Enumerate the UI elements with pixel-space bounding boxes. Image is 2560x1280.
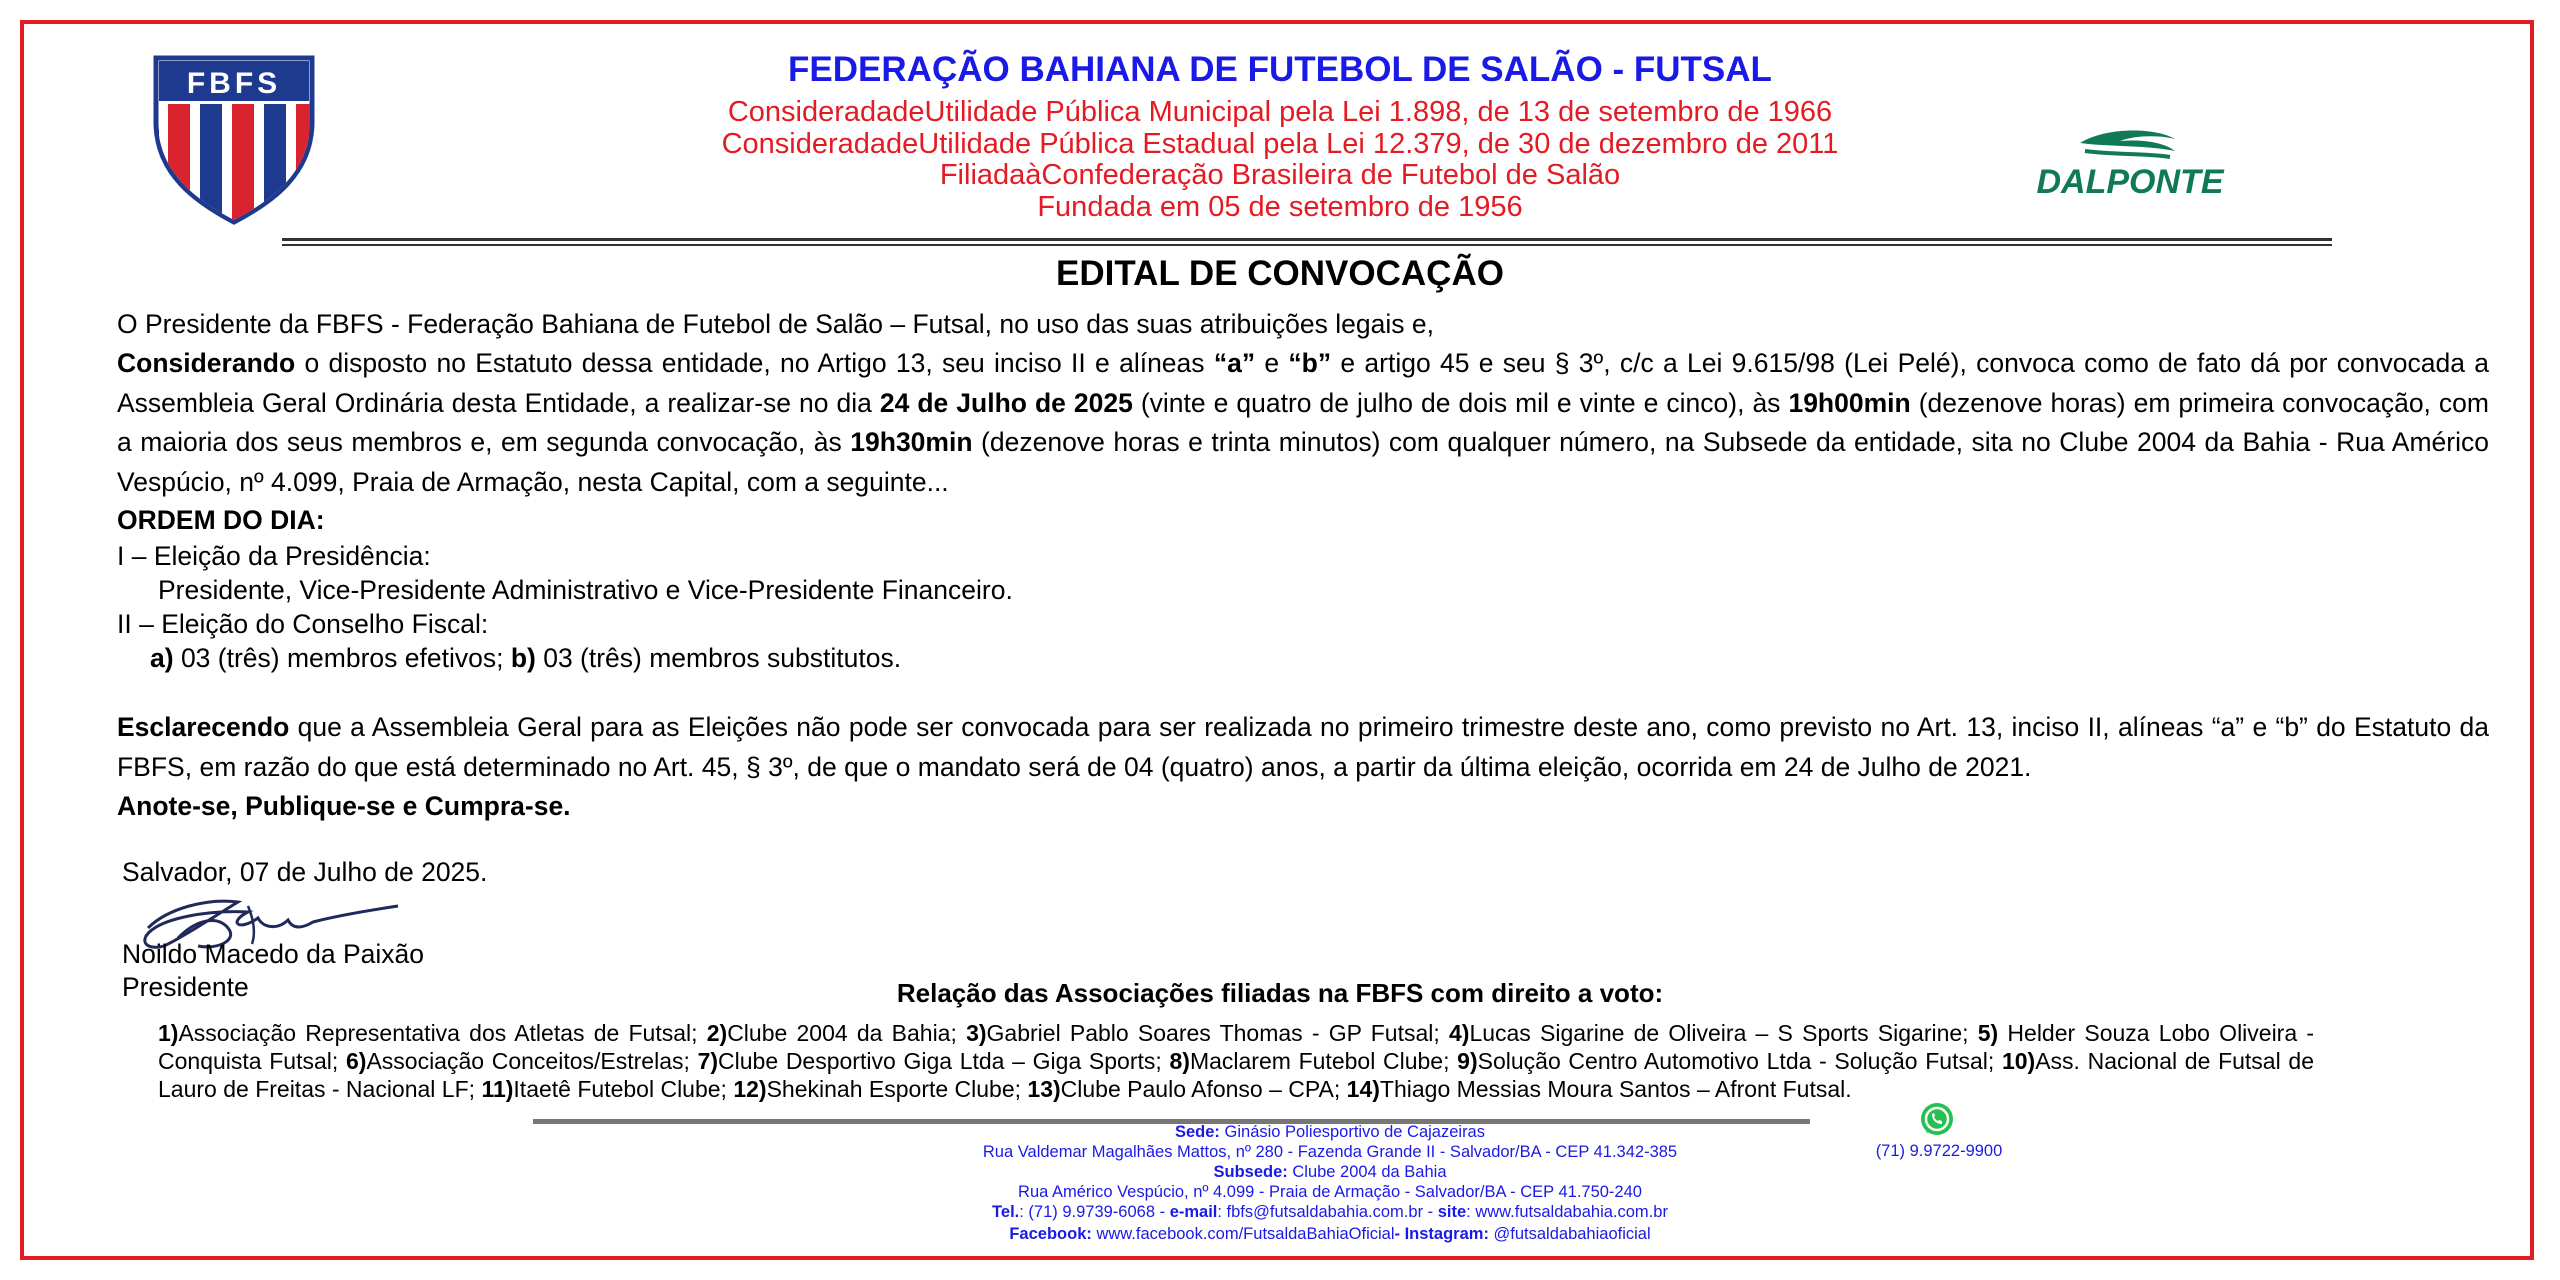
tel-label: Tel. [992, 1203, 1020, 1221]
ordem-item-1-detail: Presidente, Vice-Presidente Administrativo e Vice-Presidente Financeiro. [158, 575, 1013, 605]
sede-value: Ginásio Poliesportivo de Cajazeiras [1219, 1123, 1485, 1141]
p1-text-2: e [1255, 348, 1289, 378]
footer-contacts [770, 1202, 1890, 1222]
p1-text-6: (dezenove horas e trinta minutos) com qualquer número, na Subsede da entidade, sita no Clube 2004 da Bahia - Rua Américo Vespúcio, nº 4.099, Praia de Armação, nesta Capital, com a seguinte... [117, 427, 2489, 497]
header-divider [282, 238, 2332, 241]
subsede-value: Clube 2004 da Bahia [1287, 1163, 1447, 1181]
footer-sede-address: Rua Valdemar Magalhães Mattos, nº 280 - Fazenda Grande II - Salvador/BA - CEP 41.342-385 [982, 1143, 1678, 1161]
associations-list [158, 1019, 2314, 1103]
assoc-name: Helder Souza Lobo Oliveira - Conquista Futsal; [158, 1020, 2314, 1074]
p1-bold-4: 24 de Julho de 2025 [879, 387, 1133, 418]
p1-bold-5: 19h00min [1788, 387, 1911, 418]
ordem-item-2: II – Eleição do Conselho Fiscal: [117, 609, 489, 639]
tel-value: : (71) 9.9739-6068 - [1019, 1203, 1170, 1221]
intro-paragraph: O Presidente da FBFS - Federação Bahiana de Futebol de Salão – Futsal, no uso das suas atribuições legais e, [117, 309, 1434, 339]
assoc-name: Clube 2004 da Bahia; [727, 1020, 967, 1046]
p1-text-1: o disposto no Estatuto dessa entidade, no Artigo 13, seu inciso II e alíneas [295, 348, 1214, 378]
assoc-number: 13) [1027, 1076, 1061, 1102]
site-value[interactable]: : www.futsaldabahia.com.br [1466, 1203, 1668, 1221]
assoc-name: Lucas Sigarine de Oliveira – S Sports Sigarine; [1469, 1020, 1978, 1046]
facebook-label: Facebook: [1009, 1225, 1092, 1243]
header-divider-thin [282, 244, 2332, 246]
fbfs-shield-logo [150, 52, 318, 227]
instagram-value[interactable]: @futsaldabahiaoficial [1488, 1225, 1651, 1243]
assoc-name: Clube Desportivo Giga Ltda – Giga Sports; [718, 1048, 1170, 1074]
p1-text-5: (dezenove horas) em primeira convocação, com a maioria dos seus membros e, em segunda convocação, às [117, 387, 2489, 457]
assoc-number: 9) [1457, 1048, 1478, 1074]
ordem-item-2-detail [150, 639, 2522, 679]
assoc-name: Associação Conceitos/Estrelas; [366, 1048, 698, 1074]
fbfs-logo-text: FBFS [186, 67, 282, 100]
subsede-label: Subsede: [1213, 1163, 1288, 1181]
footer-subsede-address: Rua Américo Vespúcio, nº 4.099 - Praia de Armação - Salvador/BA - CEP 41.750-240 [1018, 1183, 1642, 1201]
whatsapp-number[interactable]: (71) 9.9722-9900 [1875, 1142, 2003, 1160]
instagram-label: - Instagram: [1394, 1225, 1489, 1243]
signer-name: Noildo Macedo da Paixão [122, 939, 424, 969]
assoc-number: 2) [706, 1020, 728, 1046]
option-b-label: b) [510, 643, 536, 673]
p1-bold-1: Considerando [117, 348, 296, 378]
place-and-date: Salvador, 07 de Julho de 2025. [122, 857, 488, 887]
assoc-name: Thiago Messias Moura Santos – Afront Futsal. [1379, 1076, 1852, 1102]
assoc-name: Itaetê Futebol Clube; [513, 1076, 734, 1102]
assoc-number: 12) [733, 1076, 767, 1102]
email-label: e-mail [1169, 1203, 1218, 1221]
option-a-text: 03 (três) membros efetivos; [173, 643, 511, 673]
closing-statement: Anote-se, Publique-se e Cumpra-se. [117, 791, 571, 821]
considerando-paragraph [117, 344, 2489, 502]
facebook-value[interactable]: www.facebook.com/FutsaldaBahiaOficial [1091, 1225, 1395, 1243]
option-b-text: 03 (três) membros substitutos. [535, 643, 902, 673]
header-line-1: ConsideradadeUtilidade Pública Municipal pela Lei 1.898, de 13 de setembro de 1966 [727, 96, 1833, 128]
assoc-name: Maclarem Futebol Clube; [1189, 1048, 1458, 1074]
assoc-number: 8) [1169, 1048, 1190, 1074]
header-line-2: ConsideradadeUtilidade Pública Estadual pela Lei 12.379, de 30 de dezembro de 2011 [721, 128, 1839, 160]
p1-text-4: (vinte e quatro de julho de dois mil e vinte e cinco), às [1132, 387, 1789, 418]
assoc-name: Associação Representativa dos Atletas de Futsal; [178, 1020, 707, 1046]
p1-bold-3: “b” [1288, 348, 1332, 378]
whatsapp-icon [1918, 1100, 1956, 1138]
p1-bold-2: “a” [1213, 348, 1256, 378]
ordem-do-dia-title: ORDEM DO DIA: [117, 505, 325, 535]
p2-bold-1: Esclarecendo [117, 712, 290, 742]
p1-bold-6: 19h30min [850, 427, 973, 457]
email-value[interactable]: : fbfs@futsaldabahia.com.br - [1217, 1203, 1438, 1221]
dalponte-logo-text: DALPONTE [2036, 163, 2224, 201]
header-line-4: Fundada em 05 de setembro de 1956 [1037, 191, 1523, 223]
assoc-name: Ass. Nacional de Futsal de Lauro de Freitas - Nacional LF; [158, 1048, 2314, 1102]
p1-text-3: e artigo 45 e seu § 3º, c/c a Lei 9.615/98 (Lei Pelé), convoca como de fato dá por convocada a Assembleia Geral Ordinária desta Entidade, a realizar-se no dia [117, 348, 2489, 418]
sede-label: Sede: [1175, 1123, 1220, 1141]
option-a-label: a) [150, 643, 174, 673]
assoc-number: 1) [158, 1020, 179, 1046]
ordem-item-1: I – Eleição da Presidência: [117, 541, 431, 571]
assoc-name: Gabriel Pablo Soares Thomas - GP Futsal; [986, 1020, 1449, 1046]
assoc-name: Shekinah Esporte Clube; [766, 1076, 1028, 1102]
footer-subsede [770, 1162, 1890, 1182]
associations-title: Relação das Associações filiadas na FBFS com direito a voto: [896, 978, 1664, 1008]
assoc-name: Solução Centro Automotivo Ltda - Solução Futsal; [1477, 1048, 2002, 1074]
federation-title: FEDERAÇÃO BAHIANA DE FUTEBOL DE SALÃO - FUTSAL [788, 50, 1772, 89]
footer-sede [770, 1122, 1890, 1142]
assoc-number: 3) [966, 1020, 987, 1046]
p2-text-1: que a Assembleia Geral para as Eleições não pode ser convocada para ser realizada no primeiro trimestre deste ano, como previsto no Art. 13, inciso II, alíneas “a” e “b” do Estatuto da FBFS, em razão do que está determinado no Art. 45, § 3º, de que o mandato será de 04 (quatro) anos, a partir da última eleição, ocorrida em 24 de Julho de 2021. [117, 712, 2489, 782]
site-label: site [1437, 1203, 1467, 1221]
assoc-number: 4) [1448, 1020, 1470, 1046]
assoc-number: 10) [2001, 1048, 2036, 1074]
document-heading: EDITAL DE CONVOCAÇÃO [1056, 254, 1504, 293]
assoc-number: 5) [1977, 1020, 1999, 1046]
assoc-number: 7) [697, 1048, 719, 1074]
assoc-name: Clube Paulo Afonso – CPA; [1060, 1076, 1347, 1102]
esclarecendo-paragraph [117, 708, 2489, 787]
assoc-number: 11) [481, 1076, 514, 1102]
assoc-number: 14) [1346, 1076, 1380, 1102]
assoc-number: 6) [345, 1048, 367, 1074]
signer-title: Presidente [122, 972, 249, 1002]
footer-social [770, 1224, 1890, 1244]
header-line-3: FiliadaàConfederação Brasileira de Futebol de Salão [939, 159, 1621, 191]
